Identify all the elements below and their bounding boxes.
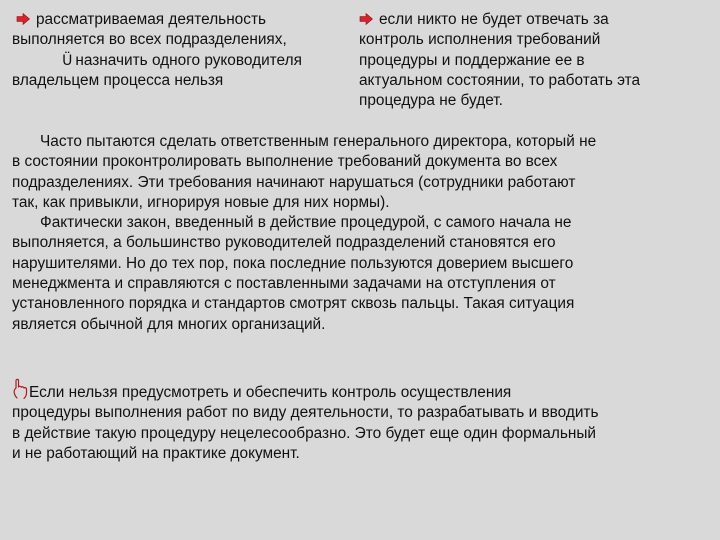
left-line-1: [12, 10, 352, 30]
red-arrow-icon: [359, 13, 373, 25]
paragraph-1-line: подразделениях. Эти требования начинают нарушаться (сотрудники работают: [12, 173, 576, 191]
paragraph-2-line: Фактически закон, введенный в действие процедурой, с самого начала не: [40, 214, 572, 232]
right-line-2: контроль исполнения требований: [359, 31, 601, 49]
right-line-4: актуальном состоянии, то работать эта: [359, 71, 641, 89]
right-line-1: [359, 10, 709, 30]
conclusion-line: [12, 378, 712, 403]
arrow-symbol: Ü: [62, 52, 73, 69]
conclusion-line: и не работающий на практике документ.: [12, 444, 300, 462]
paragraph-2-line: выполняется, а большинство руководителей подразделений становятся его: [12, 234, 556, 252]
conclusion-line: в действие такую процедуру нецелесообразно. Это будет еще один формальный: [12, 424, 597, 442]
red-arrow-icon: [16, 13, 30, 25]
paragraph-1-line: в состоянии проконтролировать выполнение требований документа во всех: [12, 153, 558, 171]
pointing-hand-icon: [12, 378, 28, 400]
left-line-3-text: назначить одного руководителя: [75, 51, 302, 69]
left-line-3: [12, 51, 352, 71]
right-column: [359, 10, 709, 111]
body-paragraphs: [12, 132, 702, 335]
conclusion-line-1-text: Если нельзя предусмотреть и обеспечить контроль осуществления: [29, 384, 512, 401]
paragraph-2-line: является обычной для многих организаций.: [12, 315, 326, 333]
paragraph-1-line: так, как привыкли, игнорируя новые для них нормы).: [12, 193, 390, 211]
right-line-3: процедуры и поддержание ее в: [359, 51, 585, 69]
conclusion: [12, 378, 712, 464]
paragraph-1-line: Часто пытаются сделать ответственным генерального директора, который не: [40, 133, 597, 150]
left-line-4: владельцем процесса нельзя: [12, 71, 224, 89]
left-line-1-text: рассматриваемая деятельность: [36, 11, 267, 28]
right-line-1-text: если никто не будет отвечать за: [379, 11, 609, 28]
paragraph-2-line: установленного порядка и стандартов смотрят сквозь пальцы. Такая ситуация: [12, 295, 575, 313]
paragraph-2-line: менеджмента и справляются с поставленными задачами на отступления от: [12, 275, 556, 293]
right-line-5: процедура не будет.: [359, 92, 503, 110]
left-line-2: выполняется во всех подразделениях,: [12, 31, 287, 49]
paragraph-2-line: нарушителями. Но до тех пор, пока последние пользуются доверием высшего: [12, 254, 574, 272]
left-column: [12, 10, 352, 91]
conclusion-line: процедуры выполнения работ по виду деятельности, то разрабатывать и вводить: [12, 404, 599, 422]
